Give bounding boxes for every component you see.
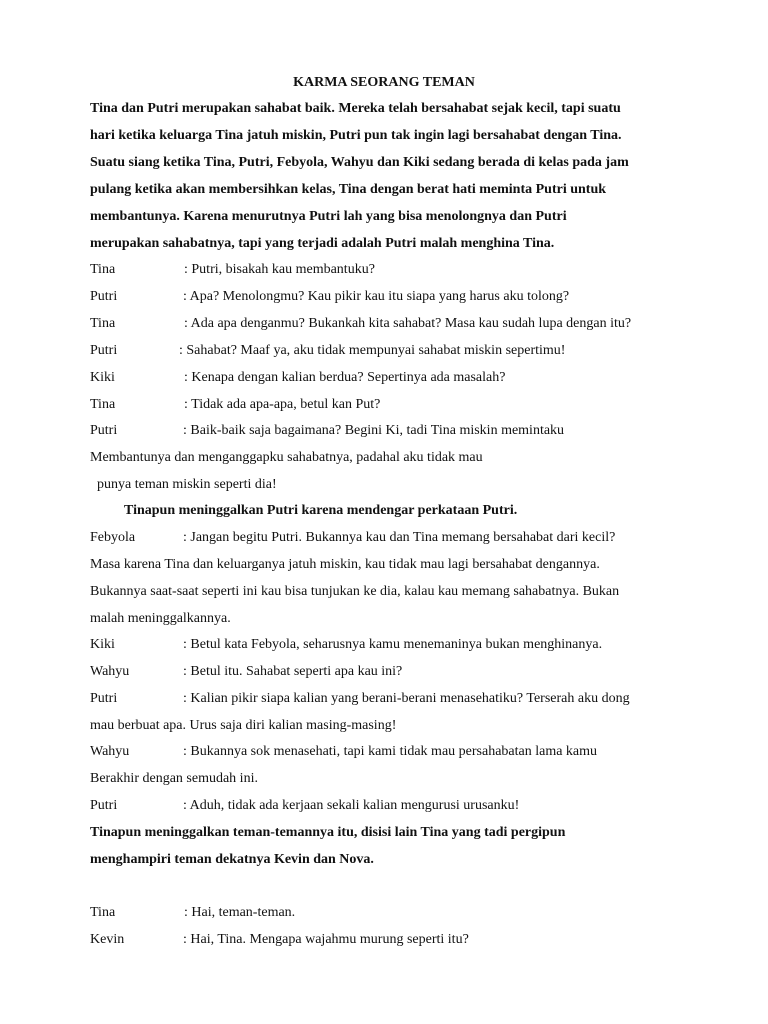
speaker-name: Kevin (90, 932, 125, 947)
dialogue-line: : Betul kata Febyola, seharusnya kamu menemaninya bukan menghinanya. (183, 637, 603, 652)
speaker-name: Kiki (90, 637, 115, 652)
speaker-name: Wahyu (90, 664, 130, 679)
speaker-name: Putri (90, 691, 118, 706)
speaker-name: Wahyu (90, 744, 130, 759)
speaker-name: Tina (90, 397, 116, 412)
dialogue-continuation: mau berbuat apa. Urus saja diri kalian masing-masing! (90, 718, 397, 733)
dialogue-line: : Bukannya sok menasehati, tapi kami tidak mau persahabatan lama kamu (183, 744, 598, 759)
speaker-name: Tina (90, 316, 116, 331)
dialogue-continuation: punya teman miskin seperti dia! (97, 477, 277, 492)
dialogue-line: : Sahabat? Maaf ya, aku tidak mempunyai sahabat miskin sepertimu! (179, 343, 566, 358)
dialogue-line: : Aduh, tidak ada kerjaan sekali kalian mengurusi urusanku! (183, 798, 520, 813)
dialogue-line: : Betul itu. Sahabat seperti apa kau ini? (183, 664, 403, 679)
intro-line: pulang ketika akan membersihkan kelas, Tina dengan berat hati meminta Putri untuk (90, 182, 607, 197)
dialogue-line: : Kalian pikir siapa kalian yang berani-berani menasehatiku? Terserah aku dong (183, 691, 630, 706)
dialogue-line: : Baik-baik saja bagaimana? Begini Ki, tadi Tina miskin memintaku (183, 423, 565, 438)
dialogue-line: : Hai, teman-teman. (184, 905, 296, 920)
speaker-name: Kiki (90, 370, 115, 385)
dialogue-line: : Kenapa dengan kalian berdua? Sepertinya ada masalah? (184, 370, 506, 385)
narration: Tinapun meninggalkan Putri karena mendengar perkataan Putri. (124, 503, 518, 518)
intro-line: merupakan sahabatnya, tapi yang terjadi adalah Putri malah menghina Tina. (90, 236, 555, 251)
speaker-name: Putri (90, 289, 118, 304)
speaker-name: Putri (90, 343, 118, 358)
speaker-name: Putri (90, 798, 118, 813)
dialogue-continuation: Berakhir dengan semudah ini. (90, 771, 258, 786)
dialogue-line: : Tidak ada apa-apa, betul kan Put? (184, 397, 381, 412)
dialogue-continuation: Masa karena Tina dan keluarganya jatuh miskin, kau tidak mau lagi bersahabat dengannya. (90, 557, 600, 572)
speaker-name: Tina (90, 905, 116, 920)
dialogue-line: : Jangan begitu Putri. Bukannya kau dan Tina memang bersahabat dari kecil? (183, 530, 616, 545)
narration: Tinapun meninggalkan teman-temannya itu, disisi lain Tina yang tadi pergipun (90, 825, 566, 840)
intro-line: Tina dan Putri merupakan sahabat baik. Mereka telah bersahabat sejak kecil, tapi suatu (90, 101, 621, 116)
dialogue-line: : Putri, bisakah kau membantuku? (184, 262, 375, 277)
narration: menghampiri teman dekatnya Kevin dan Nova. (90, 852, 374, 867)
speaker-name: Putri (90, 423, 118, 438)
dialogue-continuation: Bukannya saat-saat seperti ini kau bisa tunjukan ke dia, kalau kau memang sahabatnya. Bukan (90, 584, 620, 599)
intro-line: membantunya. Karena menurutnya Putri lah yang bisa menolongnya dan Putri (90, 209, 567, 224)
speaker-name: Tina (90, 262, 116, 277)
page-title: KARMA SEORANG TEMAN (293, 75, 475, 90)
dialogue-continuation: malah meninggalkannya. (90, 611, 231, 626)
dialogue-line: : Apa? Menolongmu? Kau pikir kau itu siapa yang harus aku tolong? (183, 289, 570, 304)
intro-line: hari ketika keluarga Tina jatuh miskin, Putri pun tak ingin lagi bersahabat dengan Tina. (90, 128, 622, 143)
dialogue-line: : Ada apa denganmu? Bukankah kita sahabat? Masa kau sudah lupa dengan itu? (184, 316, 632, 331)
speaker-name: Febyola (90, 530, 136, 545)
dialogue-line: : Hai, Tina. Mengapa wajahmu murung seperti itu? (183, 932, 469, 947)
dialogue-continuation: Membantunya dan menganggapku sahabatnya, padahal aku tidak mau (90, 450, 483, 465)
intro-line: Suatu siang ketika Tina, Putri, Febyola, Wahyu dan Kiki sedang berada di kelas pada jam (90, 155, 629, 170)
